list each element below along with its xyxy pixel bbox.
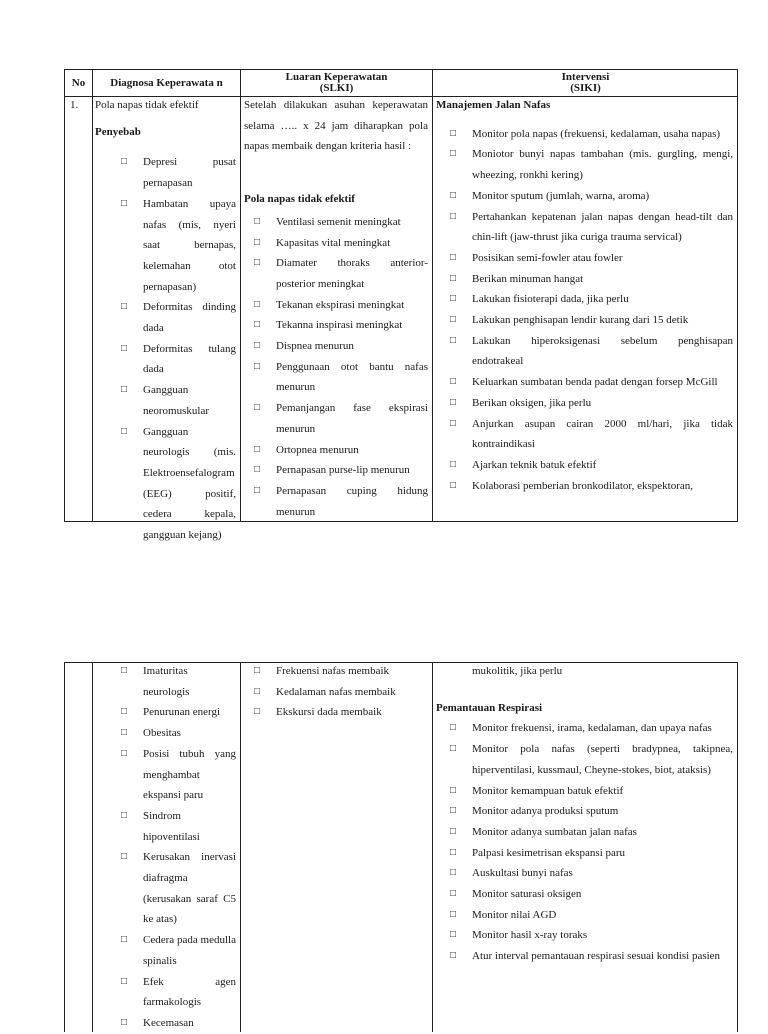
intervensi-heading: Manajemen Jalan Nafas xyxy=(436,99,551,111)
header-intervensi-title: Intervensi xyxy=(561,71,610,83)
checkbox-bullet-icon: □ xyxy=(450,846,457,858)
list-item: □ Kapasitas vital meningkat xyxy=(244,233,428,254)
list-item: □ Anjurkan asupan cairan 2000 ml/hari, jika tidak kontraindikasi xyxy=(436,414,733,455)
list-item: □ Lakukan fisioterapi dada, jika perlu xyxy=(436,289,733,310)
intervensi-cell xyxy=(436,95,733,496)
header-diagnosa: Diagnosa Keperawata n xyxy=(110,77,223,89)
row-number: 1. xyxy=(70,99,79,111)
luaran-intro: Setelah dilakukan asuhan keperawatan selama ….. x 24 jam diharapkan pola napas membaik dengan kriteria hasil : xyxy=(244,99,428,153)
checkbox-bullet-icon: □ xyxy=(450,929,457,941)
header-luaran-code: (SLKI) xyxy=(319,82,354,94)
list-item: □ Berikan minuman hangat xyxy=(436,269,733,290)
list-item: □ Pernapasan cuping hidung menurun xyxy=(244,481,428,522)
luaran-list xyxy=(244,212,428,523)
intervensi-list-2 xyxy=(436,718,733,966)
penyebab-heading: Penyebab xyxy=(95,125,141,138)
list-item: □ Berikan oksigen, jika perlu xyxy=(436,393,733,414)
checkbox-bullet-icon: □ xyxy=(450,314,457,326)
list-item: □ Depresi pusat pernapasan xyxy=(95,152,236,193)
checkbox-bullet-icon: □ xyxy=(450,189,457,201)
list-item: □ Atur interval pemantauan respirasi sesuai kondisi pasien xyxy=(436,946,733,967)
header-no: No xyxy=(71,77,86,89)
checkbox-bullet-icon: □ xyxy=(450,722,457,734)
luaran-cell-continued xyxy=(244,661,428,723)
list-item: □ Posisikan semi-fowler atau fowler xyxy=(436,248,733,269)
header-intervensi-code: (SIKI) xyxy=(570,82,601,94)
checkbox-bullet-icon: □ xyxy=(121,342,128,354)
list-item: □ Sindrom hipoventilasi xyxy=(95,806,236,847)
checkbox-bullet-icon: □ xyxy=(254,443,261,455)
list-item: □ Deformitas dinding dada xyxy=(95,297,236,338)
checkbox-bullet-icon: □ xyxy=(450,805,457,817)
checkbox-bullet-icon: □ xyxy=(254,298,261,310)
list-item: □ Penurunan energi xyxy=(95,702,236,723)
checkbox-bullet-icon: □ xyxy=(121,747,128,759)
column-divider xyxy=(432,663,433,1032)
checkbox-bullet-icon: □ xyxy=(121,934,128,946)
checkbox-bullet-icon: □ xyxy=(121,727,128,739)
list-item: □ Imaturitas neurologis xyxy=(95,661,236,702)
checkbox-bullet-icon: □ xyxy=(254,340,261,352)
list-item: □ Monitor nilai AGD xyxy=(436,905,733,926)
checkbox-bullet-icon: □ xyxy=(254,706,261,718)
checkbox-bullet-icon: □ xyxy=(450,251,457,263)
care-plan-table-page-2 xyxy=(64,662,738,1032)
list-item: □ Ortopnea menurun xyxy=(244,440,428,461)
list-item: □ Obesitas xyxy=(95,723,236,744)
checkbox-bullet-icon: □ xyxy=(450,396,457,408)
list-item: □ Monitor pola napas (frekuensi, kedalaman, usaha napas) xyxy=(436,124,733,145)
checkbox-bullet-icon: □ xyxy=(450,272,457,284)
intervensi-heading-2: Pemantauan Respirasi xyxy=(436,701,543,714)
checkbox-bullet-icon: □ xyxy=(121,665,128,676)
list-item: □ Lakukan hiperoksigenasi sebelum penghisapan endotrakeal xyxy=(436,331,733,372)
list-item: □ Monitor adanya sumbatan jalan nafas xyxy=(436,822,733,843)
checkbox-bullet-icon: □ xyxy=(254,360,261,372)
checkbox-bullet-icon: □ xyxy=(450,127,457,139)
checkbox-bullet-icon: □ xyxy=(450,148,457,160)
checkbox-bullet-icon: □ xyxy=(450,908,457,920)
checkbox-bullet-icon: □ xyxy=(254,665,261,676)
checkbox-bullet-icon: □ xyxy=(450,950,457,962)
checkbox-bullet-icon: □ xyxy=(121,156,128,168)
diagnosa-cell xyxy=(95,95,236,546)
diagnosa-title: Pola napas tidak efektif xyxy=(95,99,199,111)
checkbox-bullet-icon: □ xyxy=(121,975,128,987)
checkbox-bullet-icon: □ xyxy=(254,319,261,331)
column-divider xyxy=(240,70,241,521)
list-item: □ Monitor kemampuan batuk efektif xyxy=(436,781,733,802)
list-item: □ Diamater thoraks anterior-posterior meningkat xyxy=(244,253,428,294)
luaran-heading: Pola napas tidak efektif xyxy=(244,193,355,206)
header-luaran-title: Luaran Keperawatan xyxy=(285,71,388,83)
list-item: □ Posisi tubuh yang menghambat ekspansi paru xyxy=(95,744,236,806)
header-luaran xyxy=(241,72,432,94)
checkbox-bullet-icon: □ xyxy=(254,402,261,414)
checkbox-bullet-icon: □ xyxy=(450,293,457,305)
list-item: □ Monitor adanya produksi sputum xyxy=(436,801,733,822)
list-item: □ Tekanna inspirasi meningkat xyxy=(244,315,428,336)
list-item: □ Monitor sputum (jumlah, warna, aroma) xyxy=(436,186,733,207)
list-item: □ Dispnea menurun xyxy=(244,336,428,357)
checkbox-bullet-icon: □ xyxy=(121,706,128,718)
checkbox-bullet-icon: □ xyxy=(254,484,261,496)
list-item: □ Kerusakan inervasi diafragma (kerusakan saraf C5 ke atas) xyxy=(95,847,236,930)
list-item: □ Monitor saturasi oksigen xyxy=(436,884,733,905)
checkbox-bullet-icon: □ xyxy=(121,197,128,209)
list-item: □ Ventilasi semenit meningkat xyxy=(244,212,428,233)
intervensi-continuation: mukolitik, jika perlu xyxy=(472,665,563,677)
list-item: □ Efek agen farmakologis xyxy=(95,972,236,1013)
list-item: □ Frekuensi nafas membaik xyxy=(244,661,428,682)
list-item: □ Pemanjangan fase ekspirasi menurun xyxy=(244,398,428,439)
checkbox-bullet-icon: □ xyxy=(450,888,457,900)
checkbox-bullet-icon: □ xyxy=(254,685,261,697)
list-item: □ Penggunaan otot bantu nafas menurun xyxy=(244,357,428,398)
list-item: □ Deformitas tulang dada xyxy=(95,339,236,380)
checkbox-bullet-icon: □ xyxy=(254,464,261,476)
penyebab-list xyxy=(95,152,236,545)
list-item: □ Lakukan penghisapan lendir kurang dari 15 detik xyxy=(436,310,733,331)
luaran-cell xyxy=(244,95,428,522)
checkbox-bullet-icon: □ xyxy=(450,784,457,796)
list-item: □ Ekskursi dada membaik xyxy=(244,702,428,723)
checkbox-bullet-icon: □ xyxy=(450,743,457,755)
checkbox-bullet-icon: □ xyxy=(121,384,128,396)
list-item: □ Cedera pada medulla spinalis xyxy=(95,930,236,971)
checkbox-bullet-icon: □ xyxy=(254,236,261,248)
list-item: □ Moniotor bunyi napas tambahan (mis. gurgling, mengi, wheezing, ronkhi kering) xyxy=(436,144,733,185)
list-item: □ Palpasi kesimetrisan ekspansi paru xyxy=(436,843,733,864)
list-item: □ Pernapasan purse-lip menurun xyxy=(244,460,428,481)
list-item: □ Kecemasan xyxy=(95,1013,236,1034)
checkbox-bullet-icon: □ xyxy=(121,1016,128,1028)
list-item: □ Kedalaman nafas membaik xyxy=(244,682,428,703)
list-item: □ Monitor pola nafas (seperti bradypnea, takipnea, hiperventilasi, kussmaul, Cheyne-stokes, biot, ataksis) xyxy=(436,739,733,780)
care-plan-table-page-1 xyxy=(64,69,738,542)
diagnosa-cell-continued xyxy=(95,661,236,1034)
checkbox-bullet-icon: □ xyxy=(121,809,128,821)
list-item: □ Monitor hasil x-ray toraks xyxy=(436,925,733,946)
checkbox-bullet-icon: □ xyxy=(450,417,457,429)
list-item: □ Kolaborasi pemberian bronkodilator, ekspektoran, xyxy=(436,476,733,497)
checkbox-bullet-icon: □ xyxy=(121,425,128,437)
list-item: □ Gangguan neoromuskular xyxy=(95,380,236,421)
checkbox-bullet-icon: □ xyxy=(450,479,457,491)
list-item: □ Keluarkan sumbatan benda padat dengan forsep McGill xyxy=(436,372,733,393)
list-item: □ Monitor frekuensi, irama, kedalaman, dan upaya nafas xyxy=(436,718,733,739)
column-divider xyxy=(432,70,433,521)
list-item: □ Pertahankan kepatenan jalan napas dengan head-tilt dan chin-lift (jaw-thrust jika curiga trauma servical) xyxy=(436,207,733,248)
list-item: □ Tekanan ekspirasi meningkat xyxy=(244,295,428,316)
checkbox-bullet-icon: □ xyxy=(450,376,457,388)
checkbox-bullet-icon: □ xyxy=(450,210,457,222)
column-divider xyxy=(92,70,93,521)
intervensi-cell-continued xyxy=(436,661,733,967)
checkbox-bullet-icon: □ xyxy=(450,825,457,837)
list-item: □ Auskultasi bunyi nafas xyxy=(436,863,733,884)
checkbox-bullet-icon: □ xyxy=(450,458,457,470)
header-intervensi xyxy=(433,72,738,94)
checkbox-bullet-icon: □ xyxy=(254,215,261,227)
intervensi-list xyxy=(436,124,733,497)
column-divider xyxy=(240,663,241,1032)
list-item: □ Hambatan upaya nafas (mis, nyeri saat bernapas, kelemahan otot pernapasan) xyxy=(95,194,236,298)
checkbox-bullet-icon: □ xyxy=(121,301,128,313)
list-item: □ Ajarkan teknik batuk efektif xyxy=(436,455,733,476)
checkbox-bullet-icon: □ xyxy=(254,257,261,269)
checkbox-bullet-icon: □ xyxy=(450,334,457,346)
checkbox-bullet-icon: □ xyxy=(450,867,457,879)
list-item: □ Gangguan neurologis (mis. Elektroensefalogram (EEG) positif, cedera kepala, gangguan kejang) xyxy=(95,422,236,546)
checkbox-bullet-icon: □ xyxy=(121,851,128,863)
column-divider xyxy=(92,663,93,1032)
